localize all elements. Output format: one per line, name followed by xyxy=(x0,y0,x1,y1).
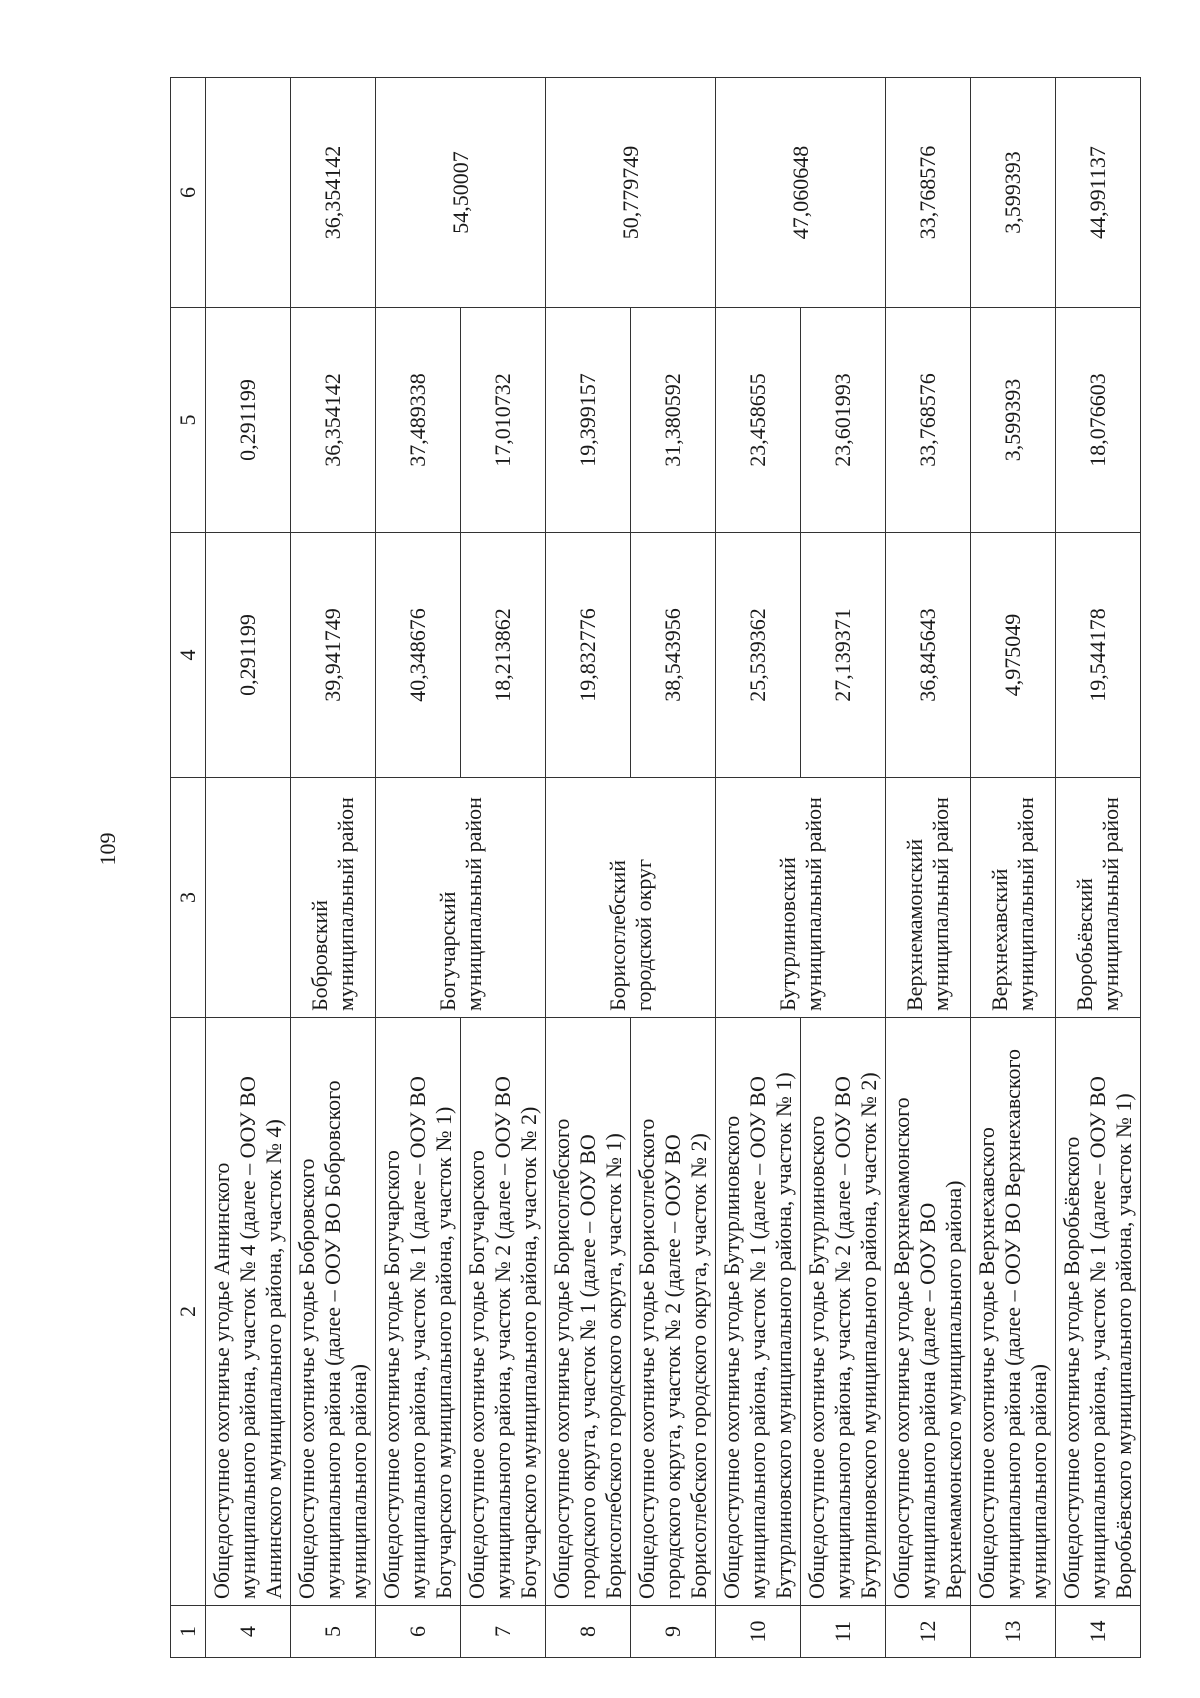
column-header: 5 xyxy=(171,308,206,533)
column-header: 1 xyxy=(171,1606,206,1658)
region-cell: Верхнемамонский муниципальный район xyxy=(886,778,971,1018)
region-cell: Верхнехавский муниципальный район xyxy=(971,778,1056,1018)
hunting-grounds-table xyxy=(170,77,1141,1658)
table-row xyxy=(971,78,1056,1658)
total-cell xyxy=(206,78,291,308)
row-number: 12 xyxy=(886,1606,971,1658)
row-number: 5 xyxy=(291,1606,376,1658)
total-cell: 47,060648 xyxy=(716,78,886,308)
region-cell: Бобровский муниципальный район xyxy=(291,778,376,1018)
total-cell: 44,991137 xyxy=(1056,78,1141,308)
region-cell: Борисоглебский городской округ xyxy=(546,778,716,1018)
table-row xyxy=(206,78,291,1658)
row-number: 6 xyxy=(376,1606,461,1658)
value-col4: 0,291199 xyxy=(206,533,291,778)
total-cell: 3,599393 xyxy=(971,78,1056,308)
value-col4: 36,845643 xyxy=(886,533,971,778)
row-number: 11 xyxy=(801,1606,886,1658)
total-cell: 33,768576 xyxy=(886,78,971,308)
value-col5: 23,458655 xyxy=(716,308,801,533)
region-cell: Богучарский муниципальный район xyxy=(376,778,546,1018)
value-col5: 17,010732 xyxy=(461,308,546,533)
area-description: Общедоступное охотничье угодье Бутурлиновского муниципального района, участок № 1 (далее – ООУ ВО Бутурлиновского муниципального района, участок № 1) xyxy=(716,1018,801,1606)
area-description: Общедоступное охотничье угодье Богучарского муниципального района, участок № 2 (далее – ООУ ВО Богучарского муниципального района, участок № 2) xyxy=(461,1018,546,1606)
row-number: 10 xyxy=(716,1606,801,1658)
value-col5: 36,354142 xyxy=(291,308,376,533)
area-description: Общедоступное охотничье угодье Борисоглебского городского округа, участок № 2 (далее – ООУ ВО Борисоглебского городского округа, участок № 2) xyxy=(631,1018,716,1606)
row-number: 9 xyxy=(631,1606,716,1658)
area-description: Общедоступное охотничье угодье Бобровского муниципального района (далее – ООУ ВО Бобровского муниципального района) xyxy=(291,1018,376,1606)
value-col4: 4,975049 xyxy=(971,533,1056,778)
table-row xyxy=(716,78,801,1658)
row-number: 14 xyxy=(1056,1606,1141,1658)
row-number: 13 xyxy=(971,1606,1056,1658)
row-number: 7 xyxy=(461,1606,546,1658)
value-col5: 23,601993 xyxy=(801,308,886,533)
area-description: Общедоступное охотничье угодье Богучарского муниципального района, участок № 1 (далее – ООУ ВО Богучарского муниципального района, участок № 1) xyxy=(376,1018,461,1606)
value-col5: 18,076603 xyxy=(1056,308,1141,533)
region-cell: Бутурлиновский муниципальный район xyxy=(716,778,886,1018)
column-header: 3 xyxy=(171,778,206,1018)
area-description: Общедоступное охотничье угодье Верхнехавского муниципального района (далее – ООУ ВО Верхнехавского муниципального района) xyxy=(971,1018,1056,1606)
column-header: 2 xyxy=(171,1018,206,1606)
area-description: Общедоступное охотничье угодье Борисоглебского городского округа, участок № 1 (далее – ООУ ВО Борисоглебского городского округа, участок № 1) xyxy=(546,1018,631,1606)
value-col4: 25,539362 xyxy=(716,533,801,778)
value-col5: 33,768576 xyxy=(886,308,971,533)
area-description: Общедоступное охотничье угодье Бутурлиновского муниципального района, участок № 2 (далее – ООУ ВО Бутурлиновского муниципального района, участок № 2) xyxy=(801,1018,886,1606)
total-cell: 50,779749 xyxy=(546,78,716,308)
value-col5: 19,399157 xyxy=(546,308,631,533)
area-description: Общедоступное охотничье угодье Аннинского муниципального района, участок № 4 (далее – ООУ ВО Аннинского муниципального района, участок № 4) xyxy=(206,1018,291,1606)
value-col4: 27,139371 xyxy=(801,533,886,778)
value-col4: 40,348676 xyxy=(376,533,461,778)
rotated-table-container xyxy=(170,78,1136,1658)
table-row xyxy=(546,78,631,1658)
total-cell: 54,50007 xyxy=(376,78,546,308)
region-cell: Воробьёвский муниципальный район xyxy=(1056,778,1141,1018)
value-col4: 39,941749 xyxy=(291,533,376,778)
table-row xyxy=(1056,78,1141,1658)
table-row xyxy=(291,78,376,1658)
value-col4: 19,544178 xyxy=(1056,533,1141,778)
value-col5: 37,489338 xyxy=(376,308,461,533)
row-number: 8 xyxy=(546,1606,631,1658)
value-col4: 38,543956 xyxy=(631,533,716,778)
page-number: 109 xyxy=(95,832,120,866)
value-col4: 19,832776 xyxy=(546,533,631,778)
value-col5: 0,291199 xyxy=(206,308,291,533)
table-row xyxy=(376,78,461,1658)
header-row xyxy=(171,78,206,1658)
row-number: 4 xyxy=(206,1606,291,1658)
table-row xyxy=(886,78,971,1658)
column-header: 6 xyxy=(171,78,206,308)
value-col5: 3,599393 xyxy=(971,308,1056,533)
region-cell xyxy=(206,778,291,1018)
area-description: Общедоступное охотничье угодье Верхнемамонского муниципального района (далее – ООУ ВО Верхнемамонского муниципального района) xyxy=(886,1018,971,1606)
area-description: Общедоступное охотничье угодье Воробьёвского муниципального района, участок № 1 (далее – ООУ ВО Воробьёвского муниципального района, участок № 1) xyxy=(1056,1018,1141,1606)
total-cell: 36,354142 xyxy=(291,78,376,308)
column-header: 4 xyxy=(171,533,206,778)
value-col5: 31,380592 xyxy=(631,308,716,533)
value-col4: 18,213862 xyxy=(461,533,546,778)
